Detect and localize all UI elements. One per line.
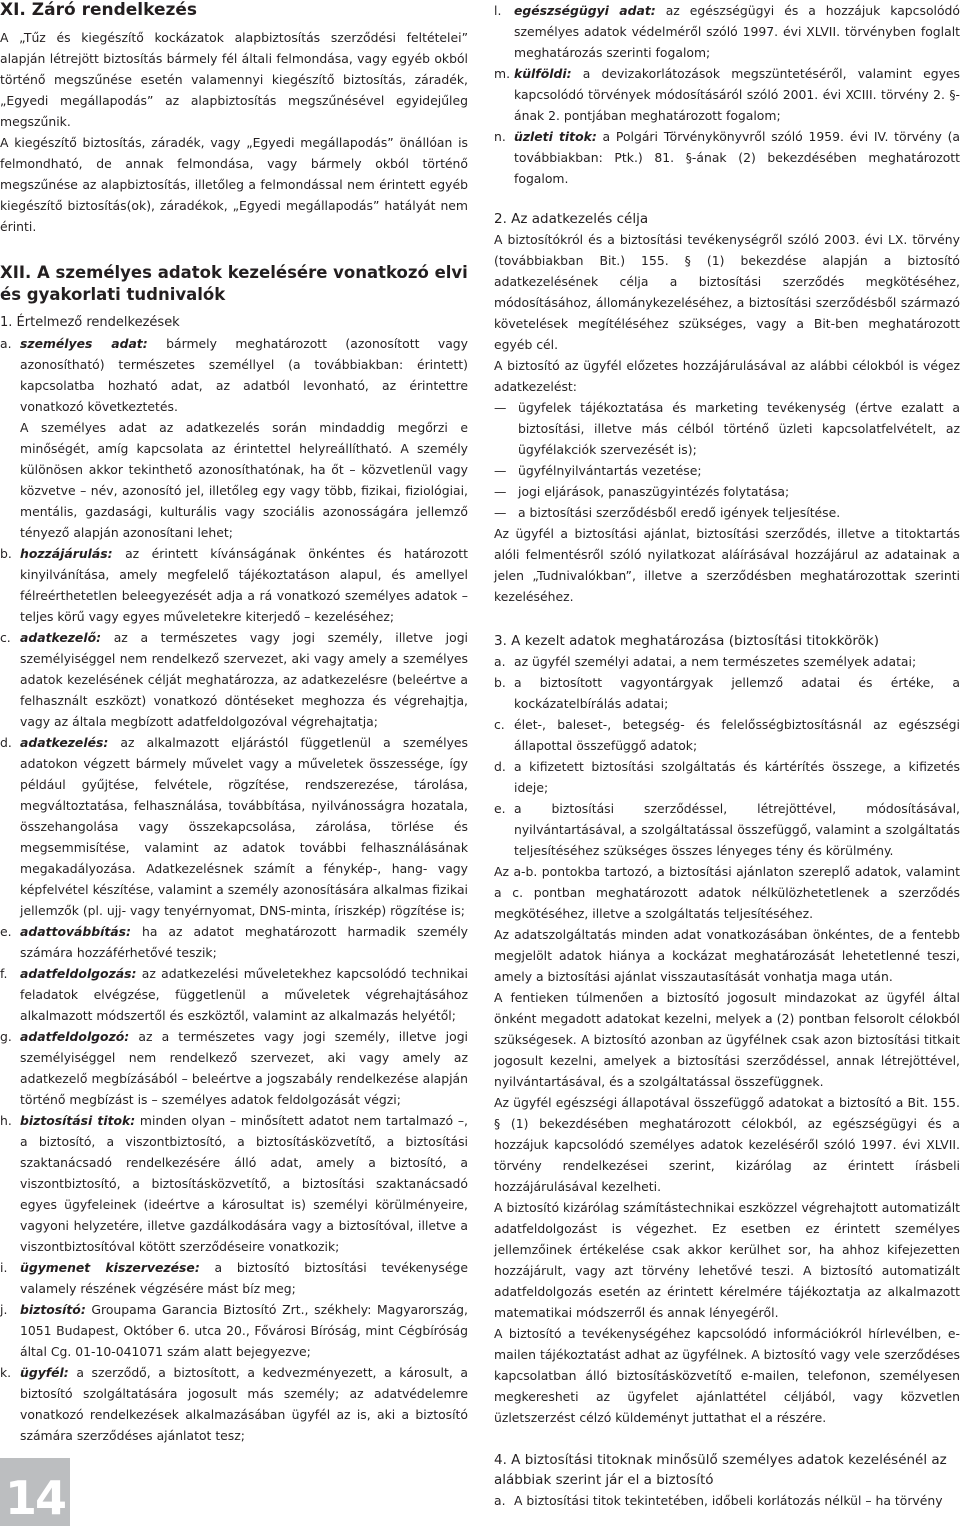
data-scope-list <box>494 651 960 861</box>
section-xi-paragraph-1: A „Tűz és kiegészítő kockázatok alapbiztosítás szerződési feltételei” alapján létrejött biztosítás bármely fél általi felmondása, vagy egyéb okból történő megszűnése esetén valamennyi kiegészítő biztosítás, záradék, „Egyedi megállapodás” az alapbiztosítás megszűnésével egyidejűleg megszűnik. <box>0 30 468 129</box>
definition-item-f <box>0 963 468 1026</box>
definition-label: e. <box>0 924 12 939</box>
data-scope-item-b <box>494 672 960 714</box>
definition-term: adatfeldolgozó: <box>20 1029 130 1044</box>
subsection-3-paragraph-2: Az adatszolgáltatás minden adat vonatkozásában önkéntes, de a fentebb megjelölt adatok hiánya a kockázat meghatározását lehetetlenné teszi, amely a biztosítási ajánlat visszautasítását vonhatja maga után. <box>494 927 960 984</box>
definition-item-j <box>0 1299 468 1362</box>
definition-term: ügymenet kiszervezése: <box>20 1260 200 1275</box>
definition-text: bármely meghatározott (azonosított vagy azonosítható) természetes személlyel (a továbbiakban: érintett) kapcsolatba hozható adat, az adatból levonható, az érintettre vonatkozó következtetés. <box>20 336 468 414</box>
definition-item-k <box>0 1362 468 1446</box>
purpose-item: — ügyfelek tájékoztatása és marketing tevékenység (értve ezalatt a biztosítási, illetve más célból történő üzleti kapcsolatfelvételt, az ügyfélakciók szervezését is); <box>494 397 960 460</box>
definition-term: adattovábbítás: <box>20 924 131 939</box>
definition-term: biztosítási titok: <box>20 1113 136 1128</box>
page-number: 14 <box>0 1458 70 1526</box>
subsection-4-title: 4. A biztosítási titoknak minősülő személyes adatok kezelésénél az alábbiak szerint jár el a biztosító <box>494 1452 947 1488</box>
item-text: a kifizetett biztosítási szolgáltatás és kártérítés összege, a kifizetés ideje; <box>514 759 960 795</box>
purpose-item: — ügyfélnyilvántartás vezetése; <box>494 460 960 481</box>
section-xii-title: XII. A személyes adatok kezelésére vonatkozó elvi és gyakorlati tudnivalók <box>0 263 468 304</box>
item-label: b. <box>494 675 506 690</box>
definition-text: a biztosító biztosítási tevékenysége valamely részének végzésére mást bíz meg; <box>20 1260 468 1296</box>
definition-label: f. <box>0 966 8 981</box>
definition-term: ügyfél: <box>20 1365 69 1380</box>
definition-item-a <box>0 333 468 417</box>
purpose-item: — jogi eljárások, panaszügyintézés folytatása; <box>494 481 960 502</box>
purpose-list <box>494 397 960 523</box>
item-label: a. <box>494 654 506 669</box>
data-scope-item-d <box>494 756 960 798</box>
definition-term: egészségügyi adat: <box>514 3 656 18</box>
subsection-1-title: 1. Értelmező rendelkezések <box>0 315 180 330</box>
subsection-3-title: 3. A kezelt adatok meghatározása (biztosítási titokkörök) <box>494 633 879 649</box>
definition-item-h <box>0 1110 468 1257</box>
right-column <box>494 0 960 1511</box>
definition-text: az egészségügyi és a hozzájuk kapcsolódó személyes adatok védelméről szóló 1997. évi XLVII. törvényben foglalt meghatározás szerinti fogalom; <box>514 3 960 60</box>
definition-label: m. <box>494 66 511 81</box>
definition-text: az alkalmazott eljárástól függetlenül a személyes adatokon végzett bármely művelet vagy a műveletek összessége, így például gyűjtése, felvétele, rögzítése, rendszerezése, tárolása, megváltoztatása, felhasználása, továbbítása, nyilvánosságra hozatala, összehangolása vagy összekapcsolása, zárolása, törlése és megsemmisítése, valamint az adatok további felhasználásának megakadályozása. Adatkezelésnek számít a fénykép-, hang- vagy képfelvétel készítése, valamint a személy azonosítására alkalmas fizikai jellemzők (pl. ujj- vagy tenyérnyomat, DNS-minta, íriszkép) rögzítése is; <box>20 735 468 918</box>
section-xi-paragraph-2: A kiegészítő biztosítás, záradék, vagy „Egyedi megállapodás” önállóan is felmondható, de annak felmondása, vagy bármely okból történő megszűnése az alapbiztosítás, illetőleg a felmondással nem érintett egyéb kiegészítő biztosítás(ok), záradékok, „Egyedi megállapodás” hatályát nem érinti. <box>0 135 468 234</box>
subsection-2-paragraph-2: A biztosító az ügyfél előzetes hozzájárulásával az alábbi célokból is végez adatkezelést: <box>494 358 960 394</box>
definition-text: minden olyan – minősített adatot nem tartalmazó –, a biztosító, a viszontbiztosító, a biztosításközvetítő, a biztosítási szaktanácsadó rendelkezésére álló adat, amely a biztosító, a viszontbiztosító, a biztosításközvetítő, a biztosítási szaktanácsadó egyes ügyfeleinek (ideértve a károsultat is) személyi körülményeire, vagyoni helyzetére, illetve gazdálkodására vagy a biztosítóval, illetve a viszontbiztosítóval kötött szerződéseire vonatkozik; <box>20 1113 468 1254</box>
definition-item-d <box>0 732 468 921</box>
definition-item-b <box>0 543 468 627</box>
item-text: a biztosítási szerződéssel, létrejöttével, módosításával, nyilvántartásával, a szolgáltatással összefüggő, valamint a szolgáltatás teljesítéséhez szükséges összes lényeges tény és körülmény. <box>514 801 960 858</box>
subsection-2-paragraph-3: Az ügyfél a biztosítási ajánlat, biztosítási szerződés, illetve a titoktartás alóli felmentésről szóló nyilatkozat aláírásával hozzájárul az adatainak a jelen „Tudnivalókban”, illetve a szerződésben meghatározottak szerinti kezeléséhez. <box>494 526 960 604</box>
definition-label: n. <box>494 129 506 144</box>
definition-text: az adatkezelési műveletekhez kapcsolódó technikai feladatok elvégzése, függetlenül a műveletek végrehajtásához alkalmazott módszertől és eszköztől, valamint az alkalmazás helyétől; <box>20 966 468 1023</box>
definition-label: c. <box>0 630 11 645</box>
definition-a-continuation: A személyes adat az adatkezelés során mindaddig megőrzi e minőségét, amíg kapcsolata az érintettel helyreállítható. A személy különösen akkor tekinthető azonosíthatónak, ha őt – közvetlenül vagy közvetve – név, azonosító jel, illetőleg egy vagy több, fizikai, fiziológiai, mentális, gazdasági, kulturális vagy szociális azonosságára jellemző tényező alapján azonosítani lehet; <box>20 420 468 540</box>
definition-label: b. <box>0 546 12 561</box>
definition-term: adatfeldolgozás: <box>20 966 137 981</box>
definition-term: hozzájárulás: <box>20 546 113 561</box>
secrecy-item-a <box>494 1490 960 1511</box>
subsection-3-paragraph-1: Az a-b. pontokba tartozó, a biztosítási ajánlaton szereplő adatok, valamint a c. pontban meghatározott adatok nélkülözhetetlenek a szerződés megkötéséhez, illetve a szolgáltatás teljesítéséhez. <box>494 864 960 921</box>
subsection-3-paragraph-5: A biztosító kizárólag számítástechnikai eszközzel végrehajtott automatizált adatfeldolgozást is végezhet. Ez esetben ez érintett személyes jellemzőinek értékelése csak akkor kerülhet sor, ha ahhoz kifejezetten hozzájárult, vagy azt törvény lehetővé teszi. A biztosító automatizált adatfeldolgozás esetén az érintett kérelmére tájékoztatja az alkalmazott matematikai módszerről és annak lényegéről. <box>494 1200 960 1320</box>
definition-list-left <box>0 333 468 1446</box>
definition-label: g. <box>0 1029 12 1044</box>
subsection-2-paragraph-1: A biztosítókról és a biztosítási tevékenységről szóló 2003. évi LX. törvény (továbbiakban Bit.) 155. § (1) bekezdése alapján a biztosító adatkezelésének célja a biztosítási szerződés megkötéséhez, módosításához, állománykezeléséhez, a biztosítási szerződésből származó követelések megítéléséhez szükséges, vagy a Bit-ben meghatározott egyéb cél. <box>494 232 960 352</box>
subsection-3-paragraph-3: A fentieken túlmenően a biztosító jogosult mindazokat az ügyfél által önként megadott adatokat kezelni, melyek a (2) pontban felsorolt célokból szükségesek. A biztosító azonban az ügyfélnek csak azon biztosítási titkait jogosult kezelni, amelyek a biztosítási szerződéssel, annak létrejöttével, nyilvántartásával, és a szolgáltatással összefüggnek. <box>494 990 960 1089</box>
definition-list-right <box>494 0 960 189</box>
definition-text: a Polgári Törvénykönyvről szóló 1959. évi IV. törvény (a továbbiakban: Ptk.) 81. §-ának (2) bekezdésében meghatározott fogalom. <box>514 129 960 186</box>
definition-term: üzleti titok: <box>514 129 597 144</box>
definition-text: az érintett kívánságának önkéntes és határozott kinyilvánítása, amely megfelelő tájékoztatáson alapul, és amellyel félreérthetetlen beleegyezését adja a rá vonatkozó személyes adatok – teljes körű vagy egyes műveletekre kiterjedő – kezeléséhez; <box>20 546 468 624</box>
definition-item-l <box>494 0 960 63</box>
definition-term: adatkezelés: <box>20 735 109 750</box>
definition-term: külföldi: <box>514 66 572 81</box>
definition-text: a szerződő, a biztosított, a kedvezményezett, a károsult, a biztosító szolgáltatására jogosult más személy; az adatvédelemre vonatkozó rendelkezések alkalmazásában ügyfél az is, aki a biztosító számára szerződéses ajánlatot tesz; <box>20 1365 468 1443</box>
definition-label: i. <box>0 1260 8 1275</box>
subsection-2-title: 2. Az adatkezelés célja <box>494 211 649 227</box>
left-column <box>0 0 468 1446</box>
definition-text: ha az adatot meghatározott harmadik személy számára hozzáférhetővé teszik; <box>20 924 468 960</box>
data-scope-item-e <box>494 798 960 861</box>
definition-item-m <box>494 63 960 126</box>
definition-term: biztosító: <box>20 1302 86 1317</box>
definition-label: k. <box>0 1365 12 1380</box>
subsection-3-paragraph-4: Az ügyfél egészségi állapotával összefüggő adatokat a biztosító a Bit. 155. § (1) bekezdésében meghatározott célokból, az egészségügyi és a hozzájuk kapcsolódó személyes adatok kezeléséről szóló 1997. évi XLVII. törvény rendelkezései szerint, kizárólag az érintett írásbeli hozzájárulásával kezelheti. <box>494 1095 960 1194</box>
item-label: e. <box>494 801 506 816</box>
item-text: a biztosított vagyontárgyak jellemző adatai és értéke, a kockázatelbírálás adatai; <box>514 675 960 711</box>
definition-text: a devizakorlátozások megszüntetéséről, valamint egyes kapcsolódó törvények módosításáról szóló 2001. évi XCIII. törvény 2. §-ának 2. pontjában meghatározott fogalom; <box>514 66 960 123</box>
definition-label: h. <box>0 1113 12 1128</box>
item-label: a. <box>494 1493 506 1508</box>
definition-text: az a természetes vagy jogi személy, illetve jogi személyiséggel nem rendelkező szervezet, aki vagy amely a személyes adatok kezelésének célját meghatározza, az adatkezelésre (beleértve a felhasznált eszközt) vonatkozó döntéseket meghozza és végrehajtja, vagy az általa megbízott adatfeldolgozóval végrehajtatja; <box>20 630 468 729</box>
definition-label: l. <box>494 3 502 18</box>
definition-item-e <box>0 921 468 963</box>
definition-label: j. <box>0 1302 8 1317</box>
definition-text: Groupama Garancia Biztosító Zrt., székhely: Magyarország, 1051 Budapest, Október 6. utca 20., Fővárosi Bíróság, mint Cégbíróság által Cg. 01-10-041071 szám alatt bejegyezve; <box>20 1302 468 1359</box>
definition-item-i <box>0 1257 468 1299</box>
item-text: A biztosítási titok tekintetében, időbeli korlátozás nélkül – ha törvény <box>514 1493 943 1508</box>
definition-term: személyes adat: <box>20 336 148 351</box>
definition-item-g <box>0 1026 468 1110</box>
purpose-item: — a biztosítási szerződésből eredő igények teljesítése. <box>494 502 960 523</box>
item-text: az ügyfél személyi adatai, a nem természetes személyek adatai; <box>514 654 917 669</box>
item-label: d. <box>494 759 506 774</box>
section-xi-title: XI. Záró rendelkezés <box>0 0 198 20</box>
subsection-3-paragraph-6: A biztosító a tevékenységéhez kapcsolódó információkról hírlevélben, e-mailen tájékoztatást adhat az ügyfélnek. A biztosító vagy vele szerződéses kapcsolatban álló biztosításközvetítő e-mailen, telefonon, személyesen megkeresheti az ügyfelet ajánlattétel céljából, vagy közvetlen üzletszerzést célzó küldeményt juttathat el a részére. <box>494 1326 960 1425</box>
definition-label: d. <box>0 735 12 750</box>
data-scope-item-c <box>494 714 960 756</box>
item-label: c. <box>494 717 505 732</box>
definition-text: az a természetes vagy jogi személy, illetve jogi személyiséggel nem rendelkező szervezet, aki vagy amely az adatkezelő megbízásából – beleértve a jogszabály rendelkezése alapján történő megbízást is – személyes adatok feldolgozását végzi; <box>20 1029 468 1107</box>
data-scope-item-a <box>494 651 960 672</box>
definition-label: a. <box>0 336 12 351</box>
definition-item-n <box>494 126 960 189</box>
item-text: élet-, baleset-, betegség- és felelősségbiztosításnál az egészségi állapottal összefüggő adatok; <box>514 717 960 753</box>
definition-term: adatkezelő: <box>20 630 102 645</box>
definition-item-c <box>0 627 468 732</box>
